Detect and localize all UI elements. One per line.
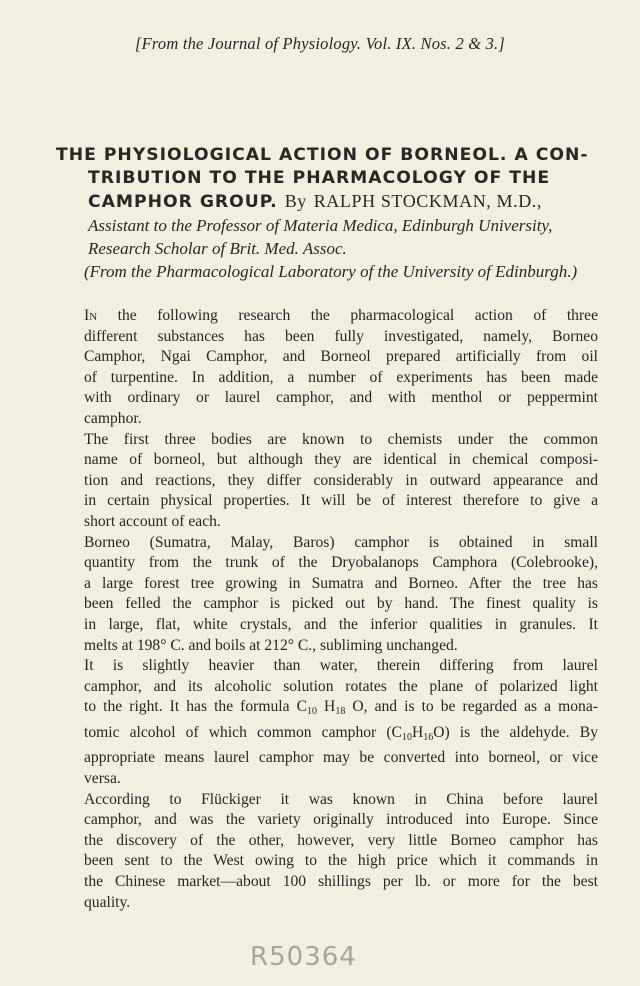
body-line: melts at 198° C. and boils at 212° C., subliming unchanged. [84,636,458,654]
paragraph-4 [84,656,598,790]
laboratory-note: (From the Pharmacological Laboratory of the University of Edinburgh.) [84,262,578,281]
body-line: name of borneol, but although they are identical in chemical composi- [84,451,598,469]
author-name: RALPH STOCKMAN, M.D., [313,191,543,211]
body-line: Camphor, Ngai Camphor, and Borneol prepared artificially from oil [84,348,598,366]
body-line: It is slightly heavier than water, therein differing from laurel [84,657,598,675]
body-line: the discovery of the other, however, very little Borneo camphor has [84,831,598,849]
body-line: tomic alcohol of which common camphor $(C_{10}H_{16}O)$ is the aldehyde. By [84,723,598,743]
body-line: quality. [84,893,131,911]
body-line: According to Flückiger it was known in China before laurel [84,790,598,808]
paragraph-5 [84,790,598,914]
body-line: with ordinary or laurel camphor, and with menthol or peppermint [84,389,598,407]
body-line: of turpentine. In addition, a number of experiments has been made [84,368,598,386]
paragraph-1 [84,306,598,430]
body-line: a large forest tree growing in Sumatra and Borneo. After the tree has [84,574,598,592]
drop-word: In [84,307,98,324]
body-line: The first three bodies are known to chemists under the common [84,430,598,448]
body-line: different substances has been fully investigated, namely, Borneo [84,327,598,345]
title-camphor-group: CAMPHOR GROUP. [88,192,278,212]
body-line: been felled the camphor is picked out by hand. The finest quality is [84,595,598,613]
author-affiliation-1: Assistant to the Professor of Materia Medica, Edinburgh University, [88,216,553,235]
body-line: to the right. It has the formula $C_{10}$ $H_{18}$ O, and is to be regarded as a mona- [84,698,598,718]
body-line: in certain physical properties. It will be of interest therefore to give a [84,492,598,510]
body-line: versa. [84,770,121,788]
author-affiliation-2: Research Scholar of Brit. Med. Assoc. [88,239,347,258]
paragraph-3 [84,533,598,657]
body-line: camphor, and its alcoholic solution rotates the plane of polarized light [84,677,598,695]
body-line: camphor. [84,409,142,427]
title-by: By [284,191,307,211]
body-line: In the following research the pharmacological action of three [84,307,598,324]
body-line: Borneo (Sumatra, Malay, Baros) camphor is obtained in small [84,533,598,551]
title-line-2: TRIBUTION TO THE PHARMACOLOGY OF THE [88,168,551,188]
body-line: in large, flat, white crystals, and the inferior qualities in granules. It [84,615,598,633]
body-line: quantity from the trunk of the Dryobalanops Camphora (Colebrooke), [84,554,598,572]
body-line: appropriate means laurel camphor may be converted into borneol, or vice [84,749,598,767]
body-line: camphor, and was the variety originally introduced into Europe. Since [84,811,598,829]
body-line: been sent to the West owing to the high price which it commands in [84,852,598,870]
body-line: short account of each. [84,512,221,530]
article-title-block [56,144,604,260]
title-line-3 [56,190,604,214]
body-line: tion and reactions, they differ considerably in outward appearance and [84,471,598,489]
paragraph-2 [84,430,598,533]
title-line-1: THE PHYSIOLOGICAL ACTION OF BORNEOL. A CON- [56,145,589,165]
journal-citation: [From the Journal of Physiology. Vol. IX. Nos. 2 & 3.] [135,34,505,53]
body-line: the Chinese market—about 100 shillings per lb. or more for the best [84,873,598,891]
article-body [84,306,598,913]
library-shelf-mark: R50364 [250,942,357,972]
